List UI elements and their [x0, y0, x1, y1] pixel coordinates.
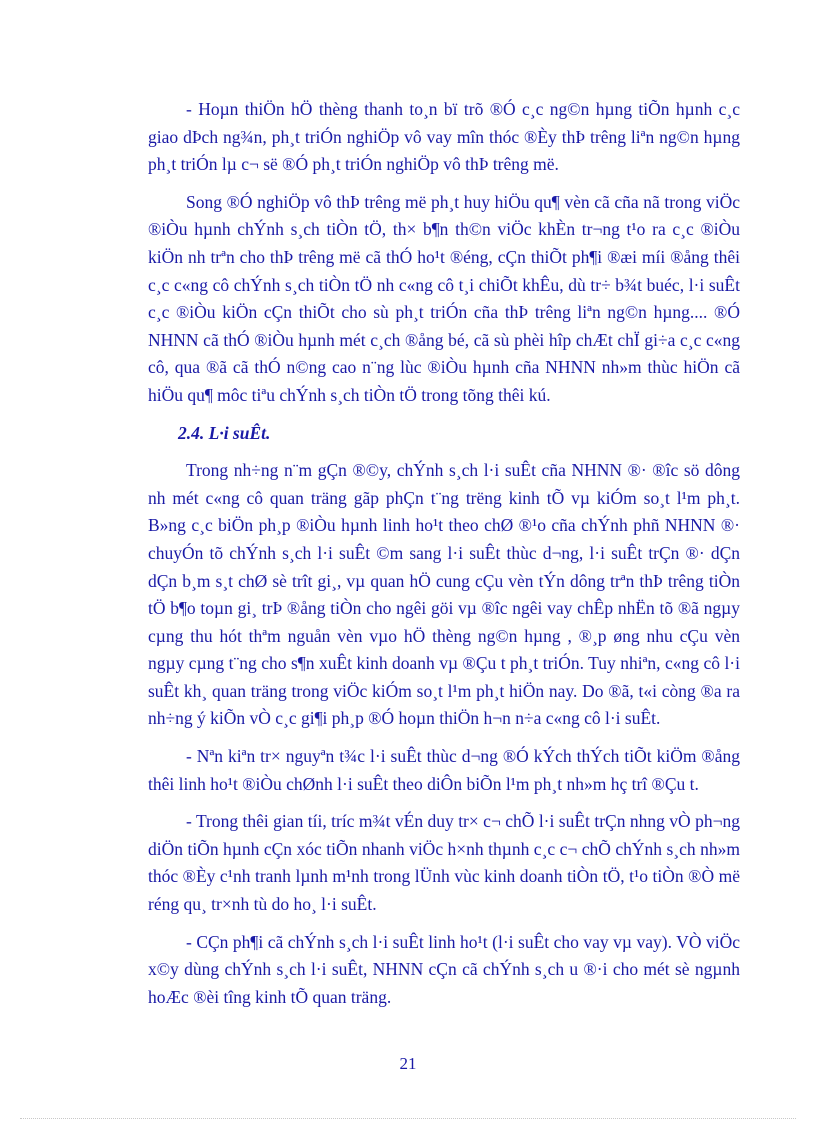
paragraph-1: - Hoµn thiÖn hÖ thèng thanh to¸n bï trõ ®Ó c¸c ng©n hµng tiÕn hµnh c¸c giao dÞch ng¾n, ph¸t triÓn nghiÖp vô vay mîn thóc ®Èy thÞ trêng liªn ng©n hµng ph¸t triÓn lµ c¬ së ®Ó ph¸t triÓn nghiÖp vô thÞ trêng më. — [148, 99, 740, 175]
paragraph-6: - CÇn ph¶i cã chÝnh s¸ch l·i suÊt linh ho¹t (l·i suÊt cho vay vµ vay). VÒ viÖc x©y dùng chÝnh s¸ch l·i suÊt, NHNN cÇn cã chÝnh s¸ch u ®·i cho mét sè ngµnh hoÆc ®èi tîng kinh tÕ quan träng. — [148, 931, 740, 1007]
footer-divider — [20, 1118, 796, 1119]
paragraph-5: - Trong thêi gian tíi, tríc m¾t vÉn duy tr× c¬ chÕ l·i suÊt trÇn nhng vÒ ph¬ng diÖn tiÕn hµnh cÇn xóc tiÕn nhanh viÖc h×nh thµnh c¸c c¬ chÕ chÝnh s¸ch nh»m thóc ®Èy c¹nh tranh lµnh m¹nh trong lÜnh vùc kinh doanh tiÒn tÖ, t¹o tiÒn ®Ò më réng qu¸ tr×nh tù do ho¸ l·i suÊt. — [148, 811, 740, 915]
paragraph-3: Trong nh÷ng n¨m gÇn ®©y, chÝnh s¸ch l·i suÊt cña NHNN ®· ®îc sö dông nh mét c«ng cô quan träng gãp phÇn t¨ng trëng kinh tÕ vµ kiÓm so¸t l¹m ph¸t. B»ng c¸c biÖn ph¸p ®iÒu hµnh linh ho¹t theo chØ ®¹o cña chÝnh phñ NHNN ®· chuyÓn tõ chÝnh s¸ch l·i suÊt ©m sang l·i suÊt thùc d¬ng, l·i suÊt trÇn ®· dÇn dÇn b¸m s¸t chØ sè trît gi¸, vµ quan hÖ cung cÇu vèn tÝn dông trªn thÞ trêng tiÒn tÖ b¶o toµn gi¸ trÞ ®ång tiÒn cho ngêi göi vµ ®îc ngêi vay chÊp nhËn tõ ®ã ngµy cµng thu hót thªm nguån vèn vµo hÖ thèng ng©n hµng , ®¸p øng nhu cÇu vèn ngµy cµng t¨ng cho s¶n xuÊt kinh doanh vµ ®Çu t ph¸t triÓn. Tuy nhiªn, c«ng cô l·i suÊt kh¸ quan träng trong viÖc kiÓm so¸t l¹m ph¸t hiÖn nay. Do ®ã, t«i còng ®a ra nh÷ng ý kiÕn vÒ c¸c gi¶i ph¸p ®Ó hoµn thiÖn h¬n n÷a c«ng cô l·i suÊt. — [148, 460, 740, 729]
paragraph-4: - Nªn kiªn tr× nguyªn t¾c l·i suÊt thùc d¬ng ®Ó kÝch thÝch tiÕt kiÖm ®ång thêi linh ho¹t ®iÒu chØnh l·i suÊt theo diÔn biÕn l¹m ph¸t nh»m hç trî ®Çu t. — [148, 746, 740, 794]
page-content — [148, 96, 740, 1021]
paragraph-2: Song ®Ó nghiÖp vô thÞ trêng më ph¸t huy hiÖu qu¶ vèn cã cña nã trong viÖc ®iÒu hµnh chÝnh s¸ch tiÒn tÖ, th× b¶n th©n viÖc khÈn tr¬ng t¹o ra c¸c ®iÒu kiÖn nh trªn cho thÞ trêng më cã thÓ ho¹t ®éng, cÇn thiÕt ph¶i ®æi míi ®ång thêi c¸c c«ng cô chÝnh s¸ch tiÒn tÖ nh c«ng cô t¸i chiÕt khÊu, dù tr÷ b¾t buéc, l·i suÊt c¸c ®iÒu kiÖn cÇn thiÕt cho sù ph¸t triÓn cña thÞ trêng liªn ng©n hµng.... ®Ó NHNN cã thÓ ®iÒu hµnh mét c¸ch ®ång bé, cã sù phèi hîp chÆt chÏ gi÷a c¸c c«ng cô, qua ®ã cã thÓ n©ng cao n¨ng lùc ®iÒu hµnh cña NHNN nh»m thùc hiÖn cã hiÖu qu¶ môc tiªu chÝnh s¸ch tiÒn tÖ trong tõng thêi kú. — [148, 191, 740, 405]
page-number: 21 — [399, 1054, 417, 1073]
section-heading: 2.4. L·i suÊt. — [178, 422, 271, 443]
